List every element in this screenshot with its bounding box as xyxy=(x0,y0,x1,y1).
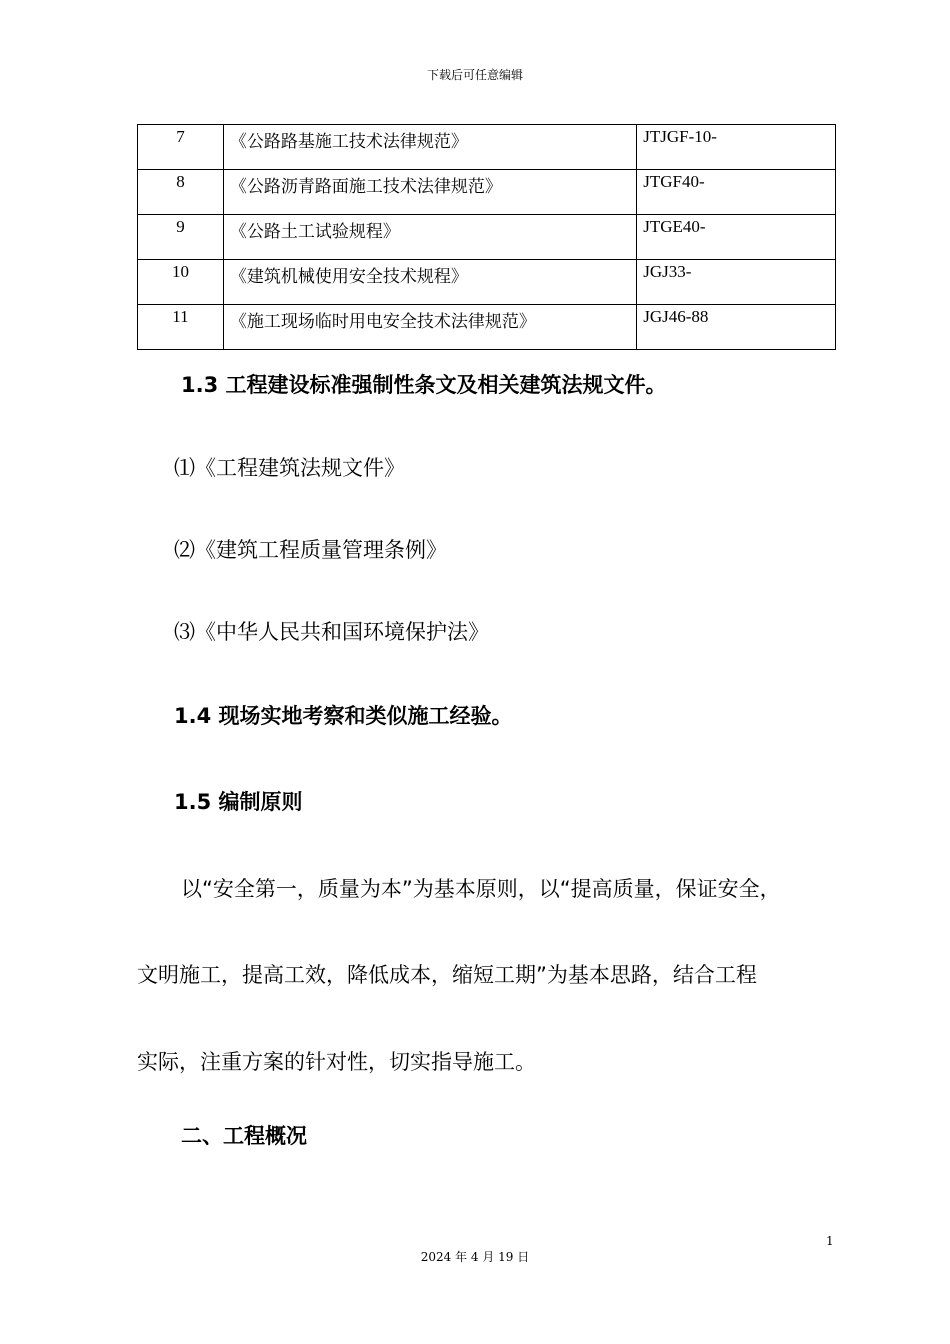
standard-code: JGJ33- xyxy=(637,260,836,305)
standard-code: JTGF40- xyxy=(637,170,836,215)
table-row xyxy=(138,170,836,215)
paragraph-line: 以“安全第一，质量为本”为基本原则，以“提高质量，保证安全， xyxy=(181,877,781,901)
paragraph-line: 实际，注重方案的针对性，切实指导施工。 xyxy=(137,1050,536,1074)
page-header-note: 下载后可任意编辑 xyxy=(426,68,523,82)
table-row xyxy=(138,260,836,305)
section-heading-2: 二、工程概况 xyxy=(181,1124,307,1148)
row-number: 8 xyxy=(138,170,224,215)
paragraph-line: 文明施工，提高工效，降低成本，缩短工期”为基本思路，结合工程 xyxy=(137,963,757,987)
row-number: 10 xyxy=(138,260,224,305)
standards-table xyxy=(137,124,836,350)
section-heading-1-3: 1.3 工程建设标准强制性条文及相关建筑法规文件。 xyxy=(181,373,667,397)
table-row xyxy=(138,215,836,260)
standard-name: 《公路路基施工技术法律规范》 xyxy=(223,125,636,170)
row-number: 11 xyxy=(138,305,224,350)
list-item: ⑴《工程建筑法规文件》 xyxy=(174,456,405,480)
standard-code: JTGE40- xyxy=(637,215,836,260)
standard-code: JGJ46-88 xyxy=(637,305,836,350)
standard-name: 《建筑机械使用安全技术规程》 xyxy=(223,260,636,305)
page-number: 1 xyxy=(826,1234,834,1248)
row-number: 7 xyxy=(138,125,224,170)
standard-name: 《公路土工试验规程》 xyxy=(223,215,636,260)
list-item: ⑵《建筑工程质量管理条例》 xyxy=(174,538,447,562)
footer-date: 2024 年 4 月 19 日 xyxy=(420,1250,530,1264)
row-number: 9 xyxy=(138,215,224,260)
section-heading-1-4: 1.4 现场实地考察和类似施工经验。 xyxy=(174,704,513,728)
standard-name: 《施工现场临时用电安全技术法律规范》 xyxy=(223,305,636,350)
table-row xyxy=(138,305,836,350)
section-heading-1-5: 1.5 编制原则 xyxy=(174,790,303,814)
list-item: ⑶《中华人民共和国环境保护法》 xyxy=(174,620,489,644)
standard-code: JTJGF-10- xyxy=(637,125,836,170)
standard-name: 《公路沥青路面施工技术法律规范》 xyxy=(223,170,636,215)
table-row xyxy=(138,125,836,170)
